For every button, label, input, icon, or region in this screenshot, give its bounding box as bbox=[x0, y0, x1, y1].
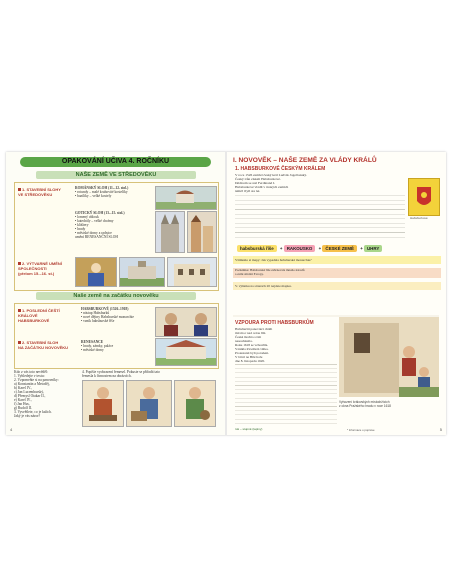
tag-line: 1. STAVEBNÍ SLOHY bbox=[18, 187, 70, 192]
illustration-caption bbox=[339, 400, 439, 408]
renaissance-house-image bbox=[167, 257, 217, 287]
list-item: umění RENESANČNÍ SLOH bbox=[75, 235, 118, 239]
list-item: • vznik habsburské říše bbox=[81, 319, 115, 323]
tag-last-kings bbox=[18, 308, 78, 323]
tag-building-styles bbox=[18, 187, 70, 197]
uprising-line: Vznikla třicetiletá válka. bbox=[235, 347, 337, 351]
cathedral-image bbox=[155, 211, 185, 253]
tag-line: (přelom 15.–16. st.) bbox=[18, 271, 55, 276]
question-line: 3. Vysvětlete, co je kalich. bbox=[14, 410, 52, 414]
paragraph-line: Dědicem se stal Ferdinand I. bbox=[235, 181, 405, 185]
question-line: Kdo z vás toto nevěděl: bbox=[14, 370, 48, 374]
question-line: 2. Vzpomeňte si na panovníky: bbox=[14, 378, 59, 382]
uprising-line: Habsburští panovníci chtěli bbox=[235, 327, 337, 331]
map-note-band: Všimněte si mapy: Jak vypadala habsburská monarchie? bbox=[233, 256, 441, 264]
craftsman-illustration-2 bbox=[126, 380, 172, 427]
tag-line: VE STŘEDOVĚKU bbox=[18, 192, 53, 197]
eq-plus: + bbox=[279, 246, 283, 251]
eq-empire: habsburská říše bbox=[237, 245, 277, 252]
tag-line: 2. VÝTVARNÉ UMĚNÍ bbox=[18, 261, 70, 266]
uprising-text bbox=[235, 327, 337, 425]
task-line: 4. Popište vyobrazení řemesel. Pokuste se přiřadit tato bbox=[82, 370, 160, 374]
uprising-line: mít moc nad celou říší. bbox=[235, 331, 337, 335]
decorative-divider bbox=[233, 293, 439, 317]
tag-line: 2. STAVEBNÍ SLOH bbox=[18, 340, 78, 345]
habsburg-coat-of-arms bbox=[408, 178, 440, 216]
question-line: a) Konstantin a Metoděj, bbox=[14, 382, 50, 386]
right-page-number: 5 bbox=[439, 427, 442, 432]
eq-hungary: UHRY bbox=[364, 245, 382, 252]
paragraph-line: V roce 1526 zemřel český král Ludvík Jagellonský. bbox=[235, 173, 405, 177]
caption-line: Vyhození královských místodržících bbox=[339, 400, 390, 404]
caption-line: z okna Pražského hradu v roce 1618 bbox=[339, 404, 391, 408]
renaissance-box bbox=[81, 340, 151, 352]
left-subheading-modern-age: Naše země na začátku novověku bbox=[36, 292, 196, 300]
note-line: Poznámka: Habsburská říše zahrnovala mnoho národů bbox=[235, 268, 305, 272]
question-line: Jaký je vás názor? bbox=[14, 414, 41, 418]
romanesque-heading: ROMÁNSKÝ SLOH (11.–12. stol.) bbox=[75, 186, 129, 190]
uprising-line: dne 8. listopadu 1620. bbox=[235, 359, 337, 363]
tag-art bbox=[18, 261, 70, 276]
question-line: 1. Vyhledejte v textu: bbox=[14, 374, 45, 378]
list-item: • nástup Habsburků bbox=[81, 311, 110, 315]
habsburg-portraits bbox=[155, 307, 217, 337]
list-item: • městské domy a radnice bbox=[75, 231, 112, 235]
gothic-heading: GOTICKÝ SLOH (13.–15. stol.) bbox=[75, 211, 125, 215]
task-line: řemesla k činnostem na obrázcích. bbox=[82, 374, 132, 378]
uprising-line: nesouhlasila. bbox=[235, 339, 337, 343]
uprising-line: V bitvě na Bílé hoře bbox=[235, 355, 337, 359]
question-line: g) Rudolf II. bbox=[14, 406, 33, 410]
question-line: e) Karel IV., bbox=[14, 398, 32, 402]
eq-plus: + bbox=[318, 246, 322, 251]
right-chapter-title: I. NOVOVĚK – NAŠE ZEMĚ ZA VLÁDY KRÁLŮ bbox=[233, 157, 377, 164]
map-reference-band: V. výňatku na stranách 20 najdete mapku. bbox=[233, 282, 441, 290]
renaissance-heading: RENESANCE bbox=[81, 340, 104, 344]
book-spread bbox=[6, 152, 446, 435]
list-item: • lomený oblouk bbox=[75, 215, 99, 219]
gothic-town-image bbox=[187, 211, 217, 253]
right-subheading: 1. HABSBURKOVÉ ČESKÝM KRÁLEM bbox=[235, 166, 326, 172]
coat-of-arms-caption: Habsburkové bbox=[410, 216, 428, 220]
eq-austria: RAKOUSKO bbox=[284, 245, 316, 252]
tag-building-style-modern bbox=[18, 340, 78, 350]
paragraph-line: téměř čtyři sta let. bbox=[235, 189, 405, 193]
section-architecture bbox=[14, 182, 219, 291]
paragraph-line: Habsburkové vládli v českých zemích bbox=[235, 185, 405, 189]
right-page bbox=[227, 152, 446, 435]
defenestration-illustration bbox=[339, 317, 439, 397]
tag-line: 1. POSLEDNÍ ČEŠTÍ KRÁLOVÉ bbox=[18, 308, 60, 318]
footnote: * Informace o poprave bbox=[347, 428, 375, 432]
question-line: b) Karel IV., bbox=[14, 386, 32, 390]
habsburg-empire-equation bbox=[237, 245, 384, 252]
questions-list bbox=[14, 370, 78, 418]
uprising-line: Roku 1618 se vzbouřila. bbox=[235, 343, 337, 347]
note-line: a zemí střední Evropy. bbox=[235, 272, 264, 276]
uprising-line: Protestanti byli poraženi. bbox=[235, 351, 337, 355]
craftsman-illustration-3 bbox=[174, 380, 216, 427]
romanesque-box bbox=[75, 186, 147, 198]
question-line: d) Přemysl Otakar II., bbox=[14, 394, 46, 398]
list-item: • baziliky – velké kostely bbox=[75, 194, 112, 198]
left-page-number: 4 bbox=[10, 427, 13, 432]
eq-plus: + bbox=[360, 246, 363, 251]
left-subheading-middle-ages: NAŠE ZEMĚ VE STŘEDOVĚKU bbox=[36, 171, 196, 179]
castle-image bbox=[119, 257, 165, 287]
note-band bbox=[233, 268, 441, 278]
tag-line: HABSBURKOVÉ bbox=[18, 318, 50, 323]
intro-paragraph bbox=[235, 173, 405, 241]
renaissance-chateau-image bbox=[155, 338, 217, 366]
section-habsburgs bbox=[14, 303, 219, 369]
rotunda-image bbox=[155, 186, 217, 210]
task-4 bbox=[82, 370, 214, 378]
list-item: • katedrály – velké chrámy bbox=[75, 219, 114, 223]
list-item: • kláštery bbox=[75, 223, 89, 227]
madonna-painting bbox=[75, 257, 117, 287]
footer-note: rok – stupně (tapiny) bbox=[235, 427, 263, 431]
list-item: • městské domy bbox=[81, 348, 104, 352]
list-item: • hrady bbox=[75, 227, 86, 231]
list-item: • hrady, zámky, paláce bbox=[81, 344, 114, 348]
gothic-box bbox=[75, 211, 147, 239]
list-item: • nové dějiny Habsburské monarchie bbox=[81, 315, 134, 319]
list-item: • rotundy – malé kruhovité kostelíky bbox=[75, 190, 128, 194]
left-page bbox=[6, 152, 225, 435]
tag-line: SPOLEČNOSTI bbox=[18, 266, 47, 271]
tag-line: NA ZAČÁTKU NOVOVĚKU bbox=[18, 345, 69, 350]
question-line: c) Jan Lucemburský, bbox=[14, 390, 45, 394]
habsburgs-heading: HABSBURKOVÉ (1526–1918) bbox=[81, 307, 129, 311]
craftsman-illustration-1 bbox=[82, 380, 124, 427]
left-banner: OPAKOVÁNÍ UČIVA 4. ROČNÍKU bbox=[20, 157, 211, 167]
eq-czech-lands: ČESKÉ ZEMĚ bbox=[322, 245, 357, 252]
paragraph-line: Český trůn získali Habsburkové. bbox=[235, 177, 405, 181]
question-line: f) Jan Hus, bbox=[14, 402, 30, 406]
uprising-heading: VZPOURA PROTI HABSBURKŮM bbox=[235, 320, 314, 326]
habsburgs-box bbox=[81, 307, 151, 323]
uprising-line: Česká šlechta s tím bbox=[235, 335, 337, 339]
